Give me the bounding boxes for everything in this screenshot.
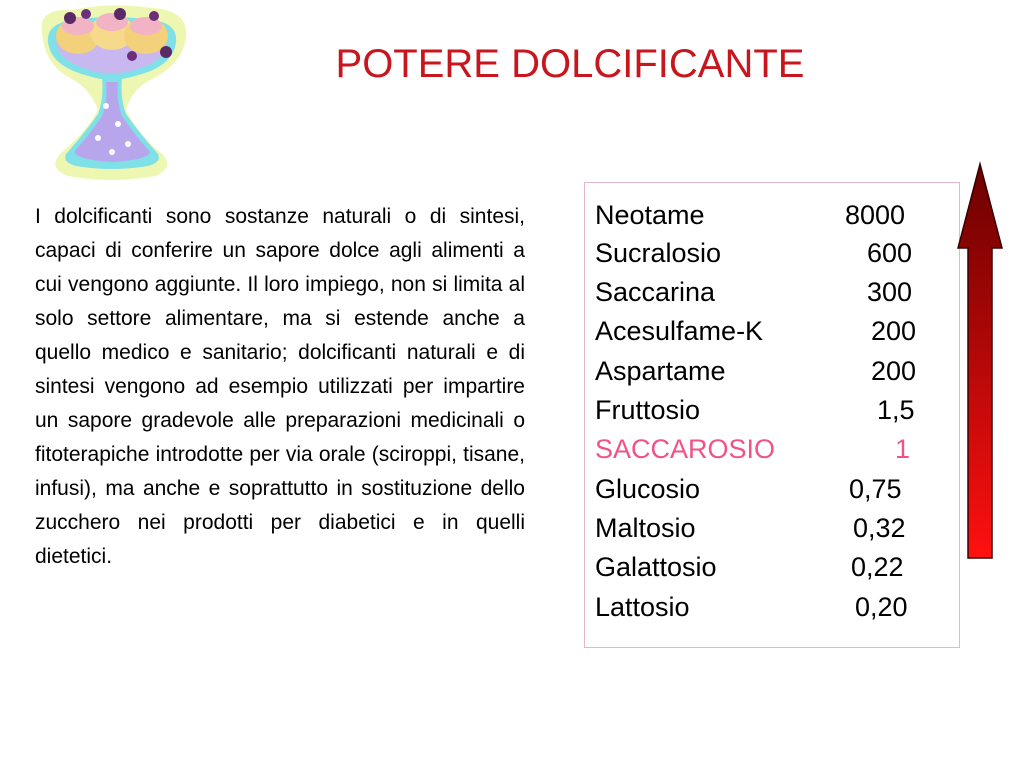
sweetener-value: 0,75: [849, 474, 902, 504]
table-row: [595, 589, 945, 625]
sweetener-value: 300: [867, 277, 913, 307]
dessert-cup-icon: [28, 2, 196, 182]
table-row-highlight: [595, 431, 945, 467]
sweetener-name: Neotame: [595, 200, 705, 230]
sweetener-name: Saccarina: [595, 277, 716, 307]
table-row: [595, 313, 945, 349]
table-row: [595, 353, 945, 389]
table-row: [595, 471, 945, 507]
sweetness-table: [584, 182, 960, 648]
sweetener-name: Fruttosio: [595, 395, 701, 425]
sweetener-value: 0,22: [851, 552, 904, 582]
table-row: [595, 510, 945, 546]
sweetener-name: Glucosio: [595, 474, 701, 504]
sweetener-name: SACCAROSIO: [595, 434, 776, 464]
table-row: [595, 274, 945, 310]
table-row: [595, 235, 945, 271]
sweetener-value: 1: [895, 434, 911, 464]
table-row: [595, 392, 945, 428]
slide-title: POTERE DOLCIFICANTE: [335, 42, 805, 86]
sweetener-name: Maltosio: [595, 513, 696, 543]
sweetener-value: 8000: [845, 200, 906, 230]
table-row: [595, 549, 945, 585]
sweetener-name: Sucralosio: [595, 238, 722, 268]
sweetener-value: 0,32: [853, 513, 906, 543]
sweetener-value: 600: [867, 238, 913, 268]
table-row: [595, 197, 945, 233]
body-paragraph: I dolcificanti sono sostanze naturali o di sintesi, capaci di conferire un sapore dolce agli alimenti a cui vengono aggiunte. Il loro impiego, non si limita al solo settore alimentare, ma si estende anche a quello medico e sanitario; dolcificanti naturali e di sintesi vengono ad esempio utilizzati per impartire un sapore gradevole alle preparazioni medicinali o fitoterapiche introdotte per via orale (sciroppi, tisane, infusi), ma anche e soprattutto in sostituzione dello zucchero nei prodotti per diabetici e in quelli dietetici.: [35, 205, 525, 568]
sweetener-value: 1,5: [877, 395, 915, 425]
sweetener-name: Lattosio: [595, 592, 690, 622]
sweetener-name: Galattosio: [595, 552, 717, 582]
sweetener-name: Aspartame: [595, 356, 726, 386]
sweetener-value: 200: [871, 356, 917, 386]
sweetener-value: 200: [871, 316, 917, 346]
sweetener-value: 0,20: [855, 592, 908, 622]
up-arrow-icon: [954, 160, 1006, 562]
sweetener-name: Acesulfame-K: [595, 316, 764, 346]
